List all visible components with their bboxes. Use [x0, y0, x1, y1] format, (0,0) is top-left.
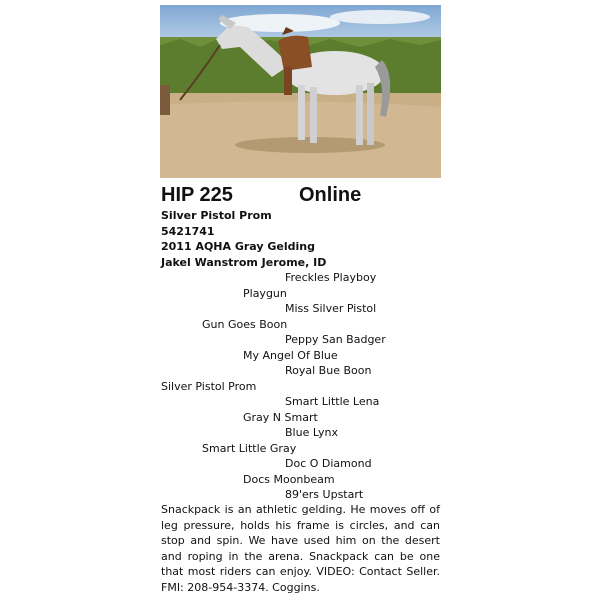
- consignor: Jakel Wanstrom Jerome, ID: [161, 256, 327, 269]
- pedigree-sire-sire-dam: Miss Silver Pistol: [285, 302, 377, 315]
- horse-name: Silver Pistol Prom: [161, 209, 272, 222]
- pedigree-dam-sire: Gray N Smart: [243, 411, 318, 424]
- pedigree-sire-dam: My Angel Of Blue: [243, 349, 338, 362]
- pedigree-dam-sire-sire: Smart Little Lena: [285, 395, 380, 408]
- pedigree-sire-dam-sire: Peppy San Badger: [285, 333, 386, 346]
- pedigree-dam-dam-dam: 89'ers Upstart: [285, 488, 364, 501]
- pedigree-sire-sire: Playgun: [243, 287, 287, 300]
- horse-photo: [160, 5, 441, 178]
- pedigree-sire: Gun Goes Boon: [202, 318, 288, 331]
- pedigree-dam-dam: Docs Moonbeam: [243, 473, 335, 486]
- pedigree-horse: Silver Pistol Prom: [161, 380, 257, 393]
- pedigree-dam: Smart Little Gray: [202, 442, 297, 455]
- horse-description: Snackpack is an athletic gelding. He moves off of leg pressure, holds his frame is circles, and can stop and spin. We have used him on the desert and roping in the arena. Snackpack can be one that most riders can enjoy. VIDEO: Contact Seller. FMI: 208-954-3374. Coggins.: [161, 503, 440, 594]
- pedigree-dam-sire-dam: Blue Lynx: [285, 426, 338, 439]
- pedigree-sire-dam-dam: Royal Bue Boon: [285, 364, 372, 377]
- registration-number: 5421741: [161, 225, 215, 238]
- horse-summary: 2011 AQHA Gray Gelding: [161, 240, 316, 253]
- hip-header: [161, 184, 441, 210]
- sale-status: Online: [299, 184, 362, 206]
- pedigree-dam-dam-sire: Doc O Diamond: [285, 457, 372, 470]
- hip-number: HIP 225: [161, 184, 233, 206]
- pedigree-sire-sire-sire: Freckles Playboy: [285, 271, 377, 284]
